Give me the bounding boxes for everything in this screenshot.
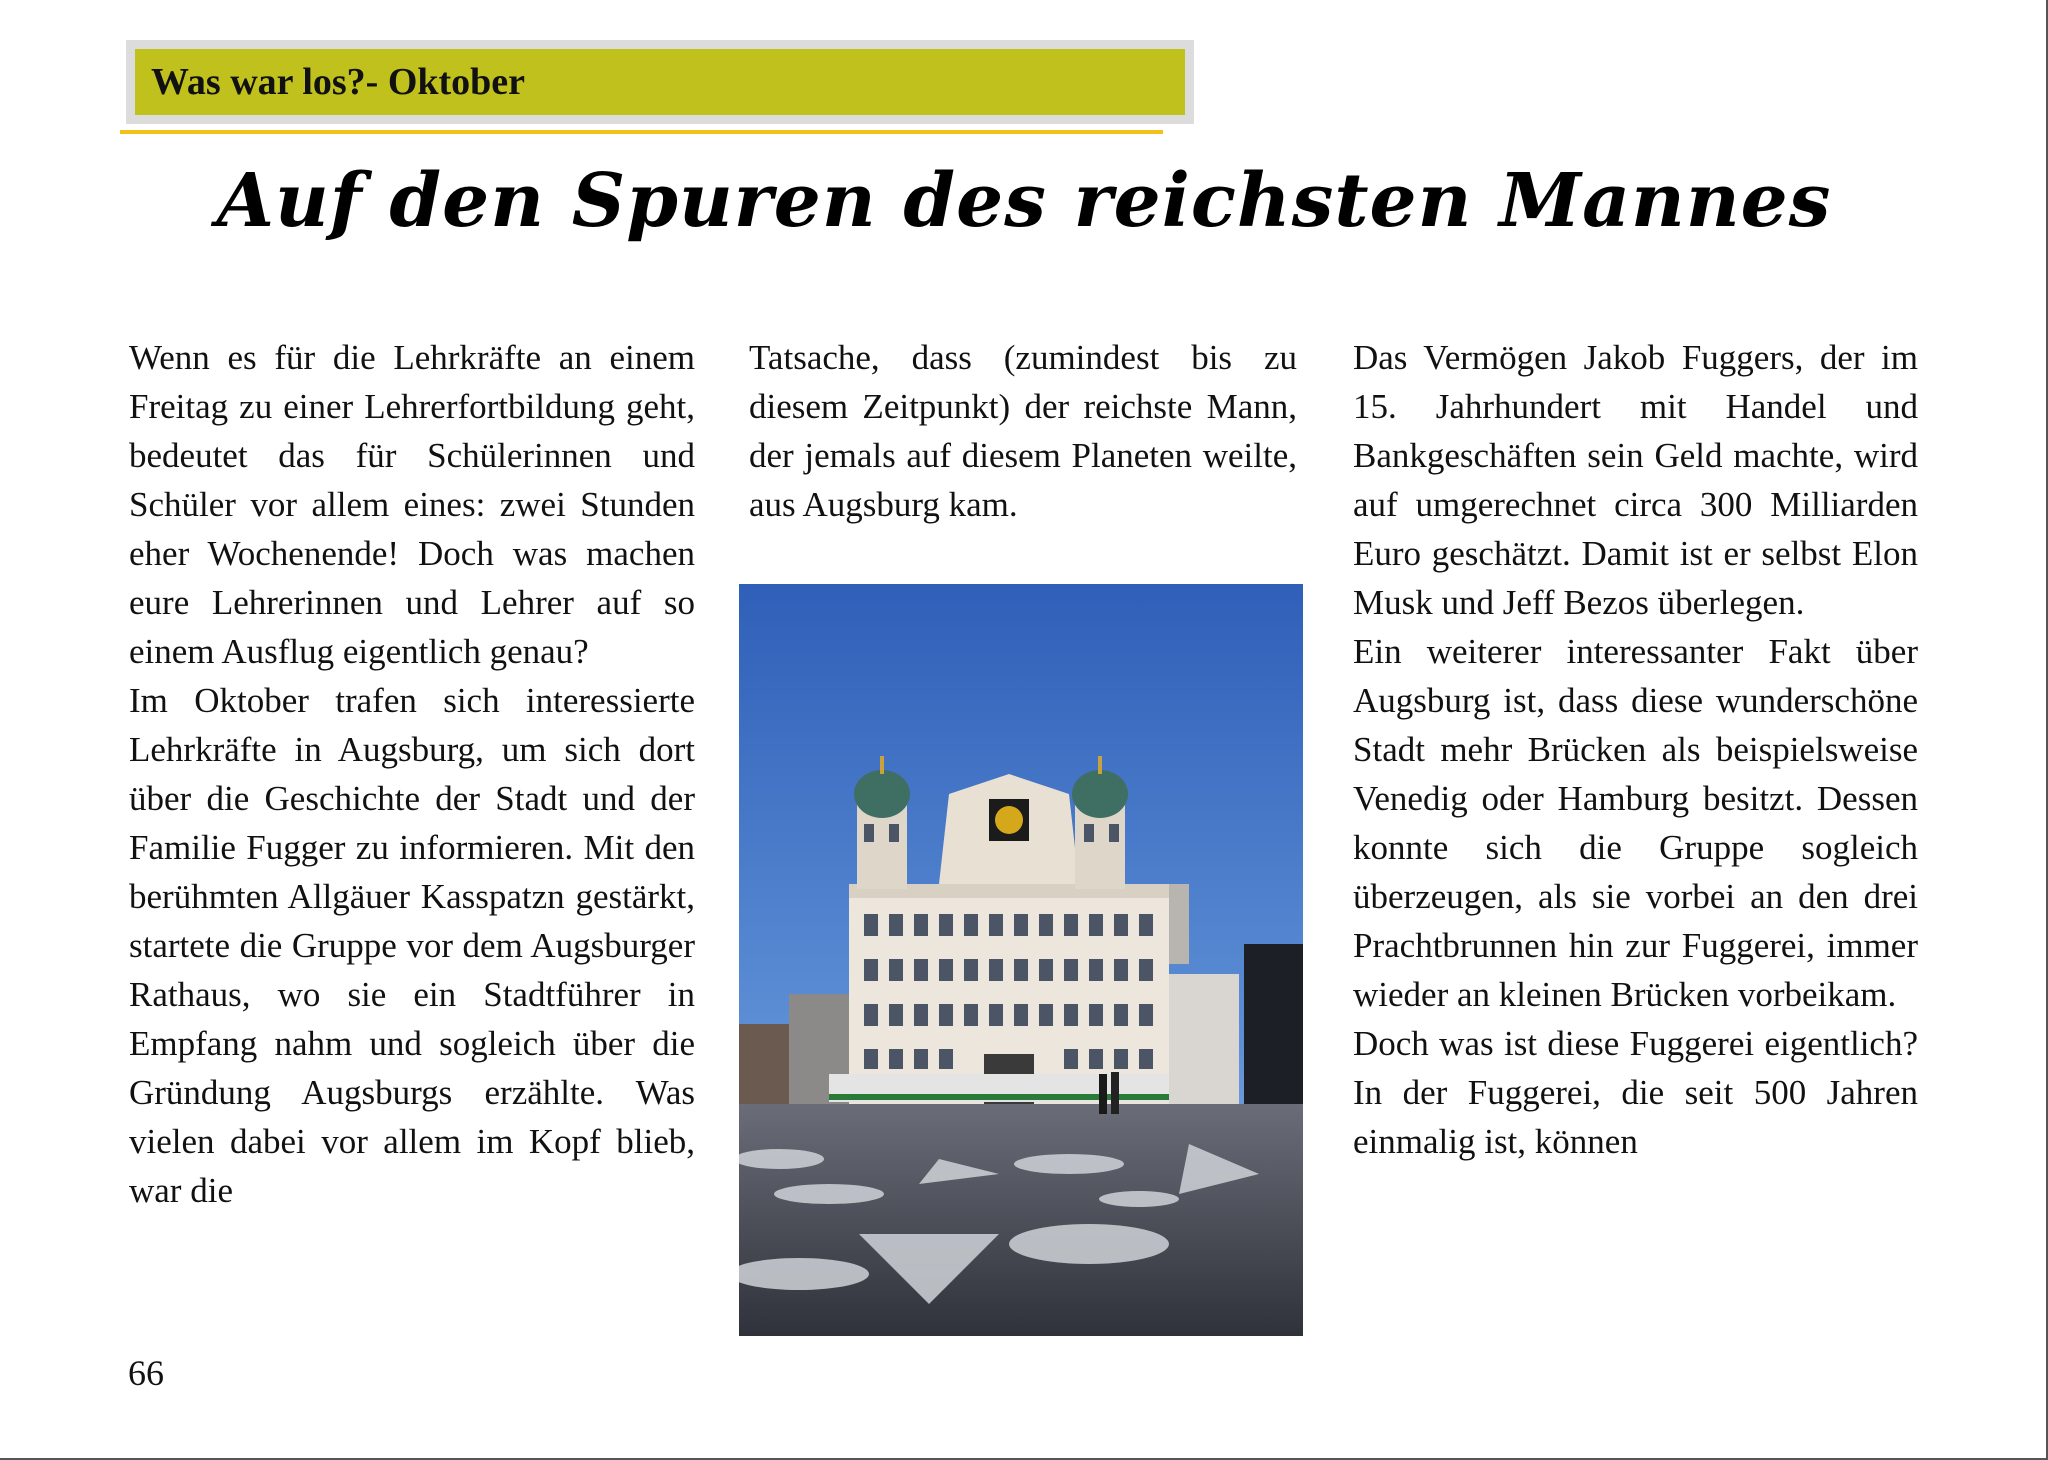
section-title: Was war los?- Oktober — [135, 49, 1185, 115]
banner-underline — [120, 130, 1163, 134]
article-headline: Auf den Spuren des reichsten Mannes — [216, 158, 1832, 244]
text-column-2 — [749, 333, 1297, 529]
paragraph: Tatsache, dass (zumindest bis zu diesem Zeitpunkt) der reichste Mann, der jemals auf diesem Planeten weilte, aus Augsburg kam. — [749, 338, 1297, 524]
paragraph: Das Vermögen Jakob Fuggers, der im 15. Jahrhundert mit Handel und Bankgeschäften sein Geld machte, wird auf umgerechnet circa 300 Milliarden Euro geschätzt. Damit ist er selbst Elon Musk und Jeff Bezos überlegen. — [1353, 338, 1918, 622]
section-banner — [126, 40, 1194, 124]
page-number: 66 — [128, 1353, 164, 1393]
paragraph: Ein weiterer interessanter Fakt über Augsburg ist, dass diese wunderschöne Stadt mehr Brücken als beispielsweise Venedig oder Hamburg besitzt. Dessen konnte sich die Gruppe sogleich überzeugen, als sie vorbei an den drei Prachtbrunnen hin zur Fuggerei, immer wieder an kleinen Brücken vorbeikam. — [1353, 632, 1918, 1014]
paragraph: Wenn es für die Lehrkräfte an einem Freitag zu einer Lehrerfortbildung geht, bedeutet das für Schülerinnen und Schüler vor allem eines: zwei Stunden eher Wochenende! Doch was machen eure Lehrerinnen und Lehrer auf so einem Ausflug eigentlich genau? — [129, 338, 695, 671]
town-hall-photo — [739, 584, 1303, 1336]
text-column-3 — [1353, 333, 1918, 1166]
paragraph: Im Oktober trafen sich interessierte Lehrkräfte in Augsburg, um sich dort über die Geschichte der Stadt und der Familie Fugger zu informieren. Mit den berühmten Allgäuer Kasspatzn gestärkt, startete die Gruppe vor dem Augsburger Rathaus, wo sie ein Stadtführer in Empfang nahm und sogleich über die Gründung Augsburgs erzählte. Was vielen dabei vor allem im Kopf blieb, war die — [129, 681, 695, 1210]
paragraph: Doch was ist diese Fuggerei eigentlich? In der Fuggerei, die seit 500 Jahren einmalig ist, können — [1353, 1024, 1918, 1161]
text-column-1 — [129, 333, 695, 1215]
town-hall-illustration — [739, 584, 1303, 1336]
